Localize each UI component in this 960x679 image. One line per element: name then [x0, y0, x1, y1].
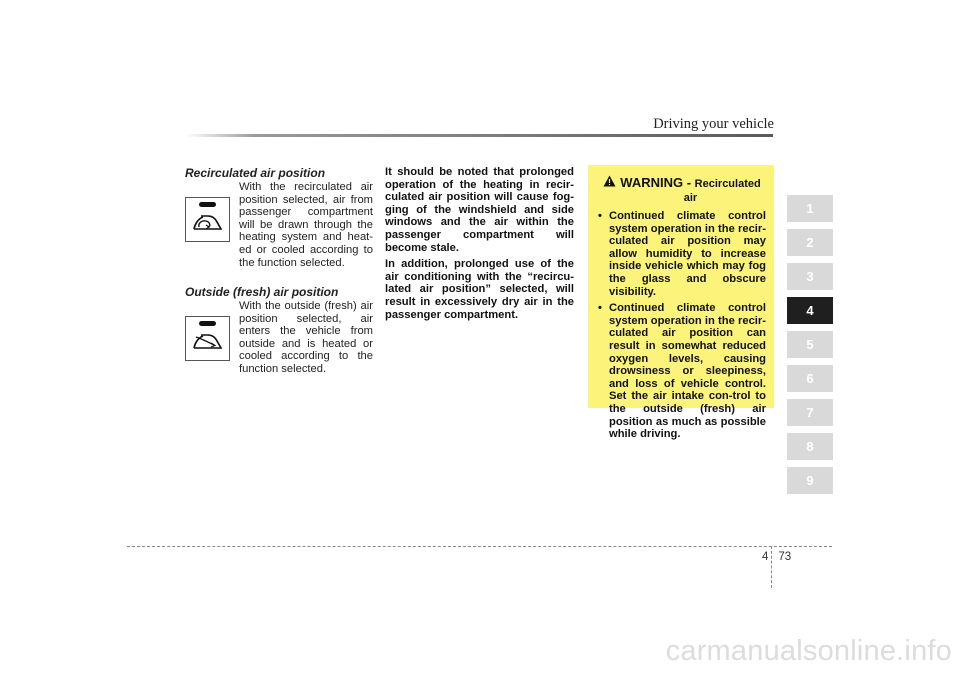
chapter-tab-3[interactable]: 3	[787, 263, 833, 290]
dry-air-note: In addition, prolonged use of the air conditioning with the “recircu-lated air position” selected, will result in excessively dry air in the passenger compartment.	[385, 258, 574, 321]
outside-item	[185, 300, 375, 390]
recirculated-item	[185, 181, 375, 285]
outside-description: With the outside (fresh) air position selected, air enters the vehicle from outside and is heated or cooled according to the function selected.	[239, 300, 373, 375]
chapter-tab-1[interactable]: 1	[787, 195, 833, 222]
watermark: carmanualsonline.info	[665, 635, 952, 667]
header-rule	[185, 134, 773, 137]
outside-heading: Outside (fresh) air position	[185, 285, 339, 299]
recirculated-description: With the recirculated air position selected, air from passenger compartment will be drawn through the heating system and heat-ed or cooled according to the function selected.	[239, 181, 373, 269]
page-number	[762, 551, 791, 563]
warning-title: WARNING -	[620, 175, 695, 190]
footer-rule	[127, 546, 832, 547]
chapter-tab-8[interactable]: 8	[787, 433, 833, 460]
warning-box	[588, 165, 774, 441]
page-index: 73	[778, 551, 792, 563]
chapter-tab-2[interactable]: 2	[787, 229, 833, 256]
chapter-tabs	[787, 195, 833, 501]
warning-subtitle-line2: air	[683, 192, 698, 204]
recirculated-heading: Recirculated air position	[185, 166, 326, 180]
warning-list	[598, 210, 766, 441]
chapter-tab-6[interactable]: 6	[787, 365, 833, 392]
prolonged-operation-note: It should be noted that prolonged operation of the heating in recir-culated air position will cause fog-ging of the windshield and side windows and the air within the passenger compartment will become stale.	[385, 166, 574, 254]
chapter-tab-9[interactable]: 9	[787, 467, 833, 494]
chapter-tab-4[interactable]: 4	[787, 297, 833, 324]
page-chapter: 4	[762, 551, 769, 563]
outside-air-icon	[185, 316, 230, 361]
warning-triangle-icon	[603, 175, 616, 187]
warning-subtitle: Recirculated	[694, 178, 761, 190]
section-title: Driving your vehicle	[653, 116, 774, 132]
chapter-tab-5[interactable]: 5	[787, 331, 833, 358]
warning-item: • Continued climate control system operation in the recir-culated air position can result in somewhat reduced oxygen levels, causing drowsiness or sleepiness, and loss of vehicle control. Set the air intake con-trol to the outside (fresh) air position as much as possible while driving.	[598, 302, 766, 441]
stale-air-column	[385, 166, 574, 325]
warning-header	[598, 174, 766, 204]
chapter-tab-7[interactable]: 7	[787, 399, 833, 426]
air-position-column	[185, 166, 375, 390]
recirculated-air-icon	[185, 197, 230, 242]
warning-item: • Continued climate control system operation in the recir-culated air position may allow humidity to increase inside vehicle which may fog the glass and obscure visibility.	[598, 210, 766, 298]
